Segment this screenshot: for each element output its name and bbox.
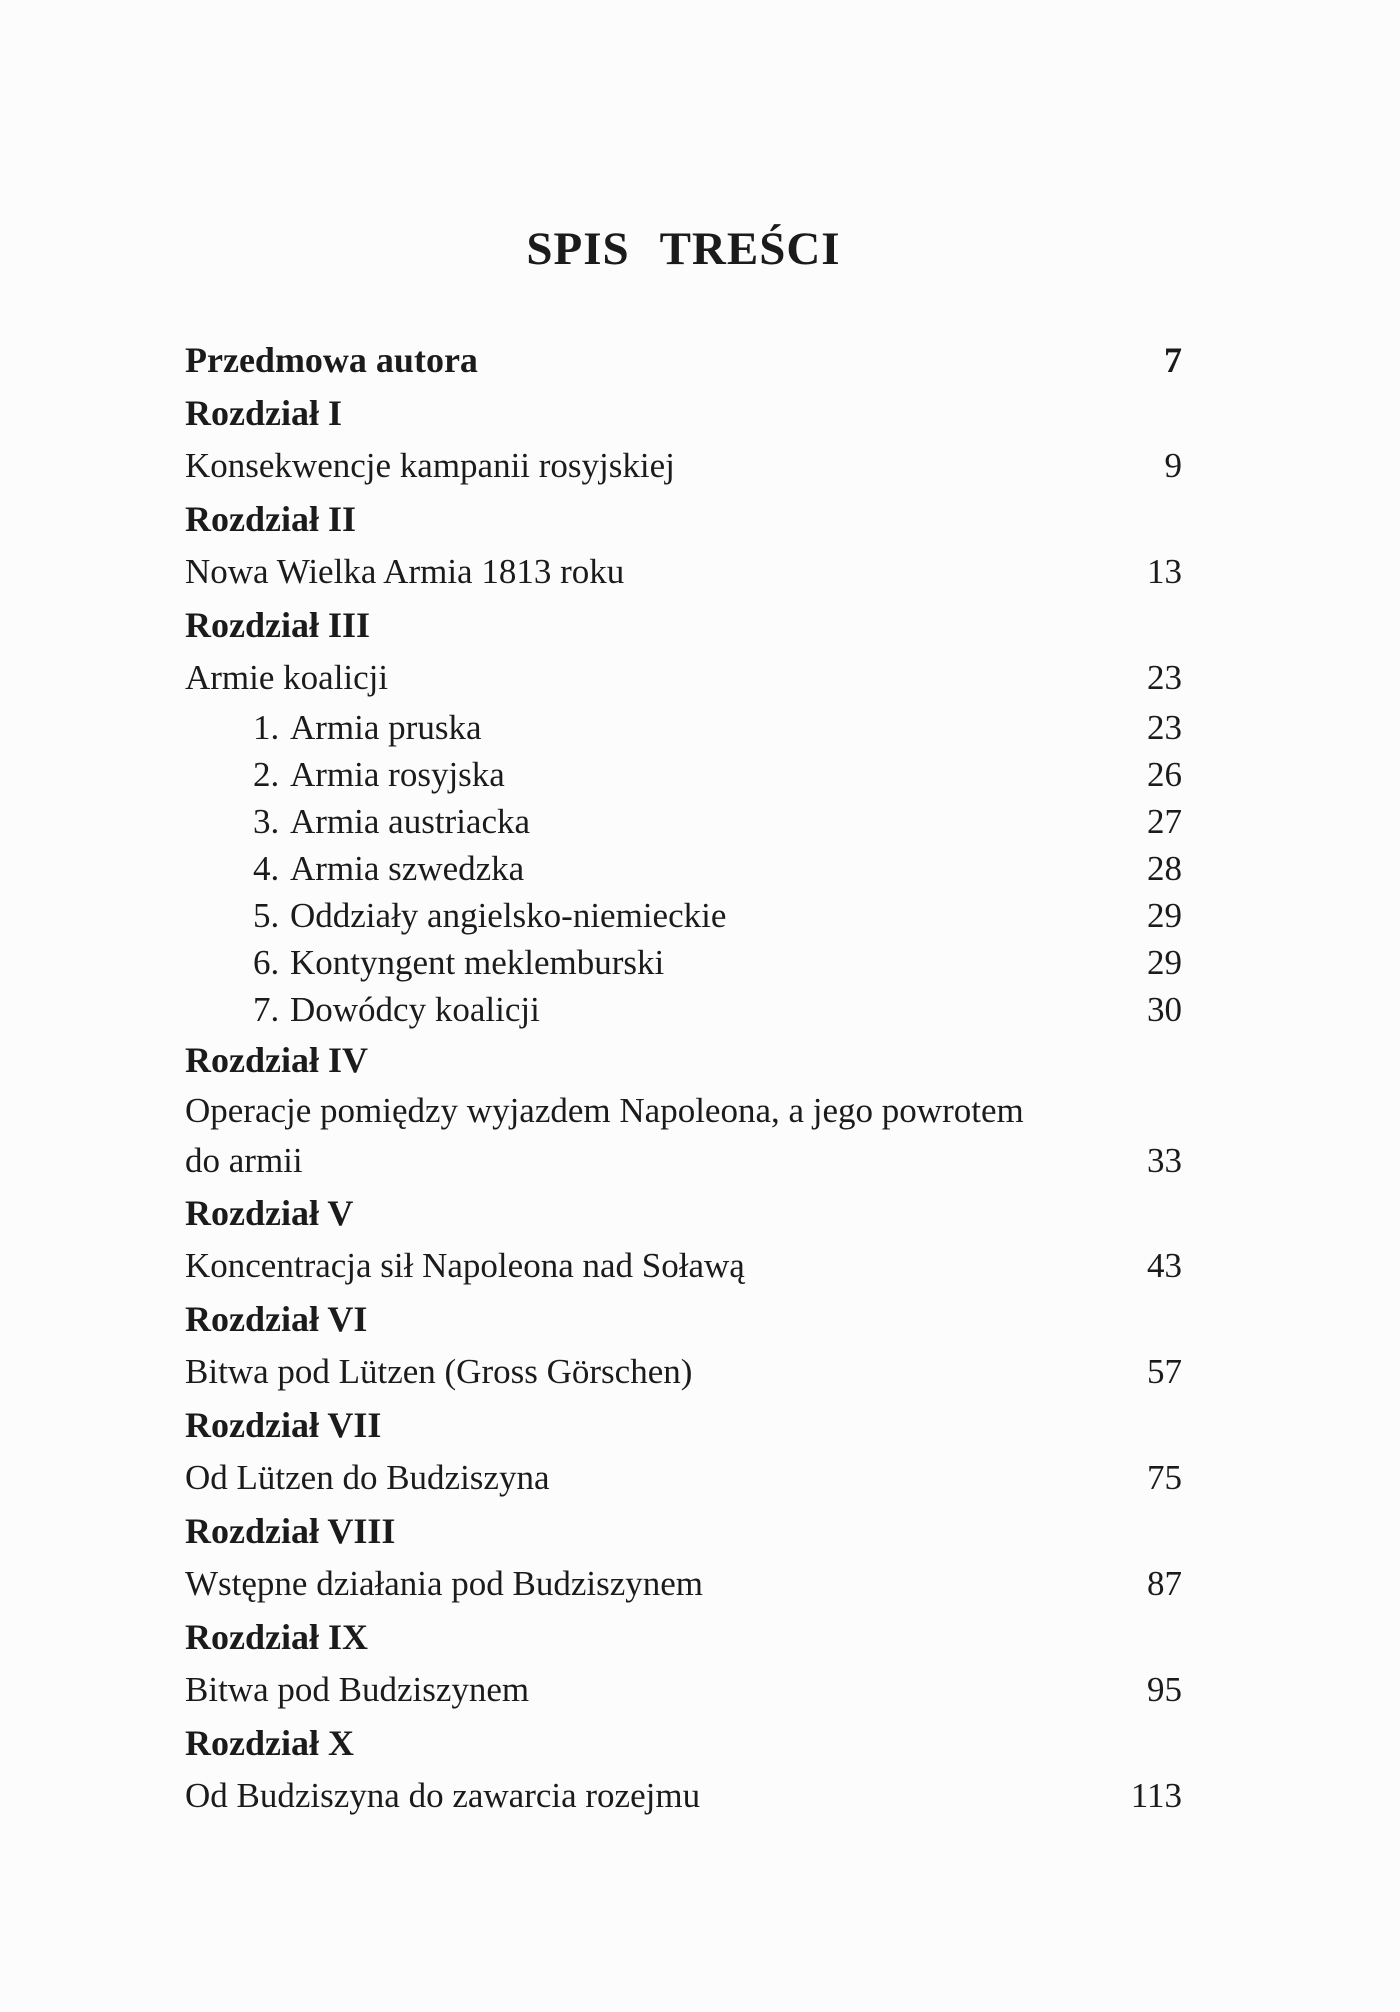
toc-entry-label: Rozdział III (185, 604, 371, 645)
toc-row-entry (185, 1086, 1182, 1186)
page-title: SPIS TREŚCI (526, 223, 841, 275)
toc-entry-label: Koncentracja sił Napoleona nad Soławą (185, 1245, 745, 1285)
toc-row-chapter (185, 492, 1182, 545)
toc-list (185, 333, 1182, 1822)
toc-entry-text-line1: Operacje pomiędzy wyjazdem Napoleona, a jego powrotem (185, 1091, 1024, 1130)
toc-page-number: 87 (1147, 1563, 1182, 1603)
toc-entry-label: Konsekwencje kampanii rosyjskiej (185, 445, 675, 485)
toc-row-entry (185, 751, 1182, 798)
toc-page-number: 23 (1147, 707, 1182, 747)
toc-page-number: 113 (1130, 1775, 1182, 1815)
toc-entry-text: Armia austriacka (290, 801, 531, 841)
toc-entry-label: Rozdział V (185, 1192, 354, 1233)
toc-entry-label (253, 943, 664, 983)
toc-entry-label: Rozdział IV (185, 1039, 368, 1080)
toc-row-entry (185, 1663, 1182, 1716)
toc-entry-label (253, 708, 481, 748)
toc-row-entry (185, 1451, 1182, 1504)
toc-row-chapter (185, 1033, 1182, 1086)
toc-row-entry (185, 704, 1182, 751)
toc-entry-label (253, 802, 530, 842)
toc-row-chapter (185, 1504, 1182, 1557)
toc-entry-label (253, 896, 726, 936)
toc-row-chapter (185, 1292, 1182, 1345)
toc-entry-label: Rozdział VIII (185, 1510, 396, 1551)
toc-entry-label: Nowa Wielka Armia 1813 roku (185, 551, 625, 591)
toc-row-entry (185, 439, 1182, 492)
toc-row-entry (185, 1345, 1182, 1398)
toc-entry-number: 1. (253, 707, 280, 747)
toc-row-entry (185, 1239, 1182, 1292)
toc-entry-text: Kontyngent meklemburski (290, 942, 665, 982)
toc-entry-number: 5. (253, 895, 280, 935)
toc-page-number: 7 (1164, 339, 1182, 380)
toc-entry-label (253, 849, 524, 889)
toc-entry-text: Armia szwedzka (290, 848, 525, 888)
toc-page-number: 43 (1147, 1245, 1182, 1285)
toc-row-chapter (185, 1610, 1182, 1663)
toc-row-chapter (185, 1186, 1182, 1239)
toc-entry-label: Od Budziszyna do zawarcia rozejmu (185, 1775, 701, 1815)
toc-page-number: 28 (1147, 848, 1182, 888)
toc-page-number: 26 (1147, 754, 1182, 794)
toc-entry-label: Armie koalicji (185, 657, 389, 697)
toc-entry-label: Od Lützen do Budziszyna (185, 1457, 550, 1497)
toc-row-chapter (185, 598, 1182, 651)
toc-entry-text: Armia pruska (290, 707, 482, 747)
toc-page-number: 27 (1147, 801, 1182, 841)
toc-page-number: 9 (1164, 445, 1182, 485)
toc-page-number: 13 (1147, 551, 1182, 591)
toc-row-entry (185, 986, 1182, 1033)
toc-entry-number: 3. (253, 801, 280, 841)
toc-page-number: 29 (1147, 942, 1182, 982)
toc-entry-label: Rozdział I (185, 392, 342, 433)
toc-row-chapter (185, 386, 1182, 439)
toc-entry-label: Rozdział IX (185, 1616, 368, 1657)
toc-row-entry (185, 892, 1182, 939)
toc-row-entry (185, 333, 1182, 386)
toc-entry-label: Wstępne działania pod Budziszynem (185, 1563, 704, 1603)
toc-page-number: 23 (1147, 657, 1182, 697)
toc-row-entry (185, 651, 1182, 704)
toc-page-number: 29 (1147, 895, 1182, 935)
toc-page-number: 33 (1147, 1141, 1182, 1180)
toc-entry-number: 6. (253, 942, 280, 982)
toc-row-entry (185, 845, 1182, 892)
toc-entry-number: 2. (253, 754, 280, 794)
toc-page-number: 30 (1147, 989, 1182, 1029)
toc-row-entry (185, 1557, 1182, 1610)
toc-entry-label: Przedmowa autora (185, 339, 478, 380)
toc-entry-label: Rozdział X (185, 1722, 354, 1763)
toc-entry-text: Dowódcy koalicji (290, 989, 540, 1029)
toc-row-entry (185, 545, 1182, 598)
toc-entry-text: Oddziały angielsko-niemieckie (290, 895, 727, 935)
toc-entry-text-line2: do armii (185, 1141, 303, 1180)
toc-entry-number: 4. (253, 848, 280, 888)
toc-entry-text: Armia rosyjska (290, 754, 505, 794)
toc-row-entry (185, 1769, 1182, 1822)
toc-entry-label: Rozdział VII (185, 1404, 382, 1445)
toc-entry-label: Rozdział VI (185, 1298, 368, 1339)
toc-row-entry (185, 798, 1182, 845)
toc-entry-number: 7. (253, 989, 280, 1029)
toc-entry-label: Rozdział II (185, 498, 356, 539)
toc-page-number: 95 (1147, 1669, 1182, 1709)
toc-entry-label: Bitwa pod Lützen (Gross Görschen) (185, 1351, 693, 1391)
toc-page-number: 75 (1147, 1457, 1182, 1497)
toc-entry-label: Bitwa pod Budziszynem (185, 1669, 530, 1709)
toc-entry-label (253, 755, 505, 795)
toc-row-entry (185, 939, 1182, 986)
toc-row-chapter (185, 1398, 1182, 1451)
toc-row-chapter (185, 1716, 1182, 1769)
toc-page-number: 57 (1147, 1351, 1182, 1391)
toc-entry-label (185, 1086, 1024, 1186)
toc-entry-label (253, 990, 540, 1030)
